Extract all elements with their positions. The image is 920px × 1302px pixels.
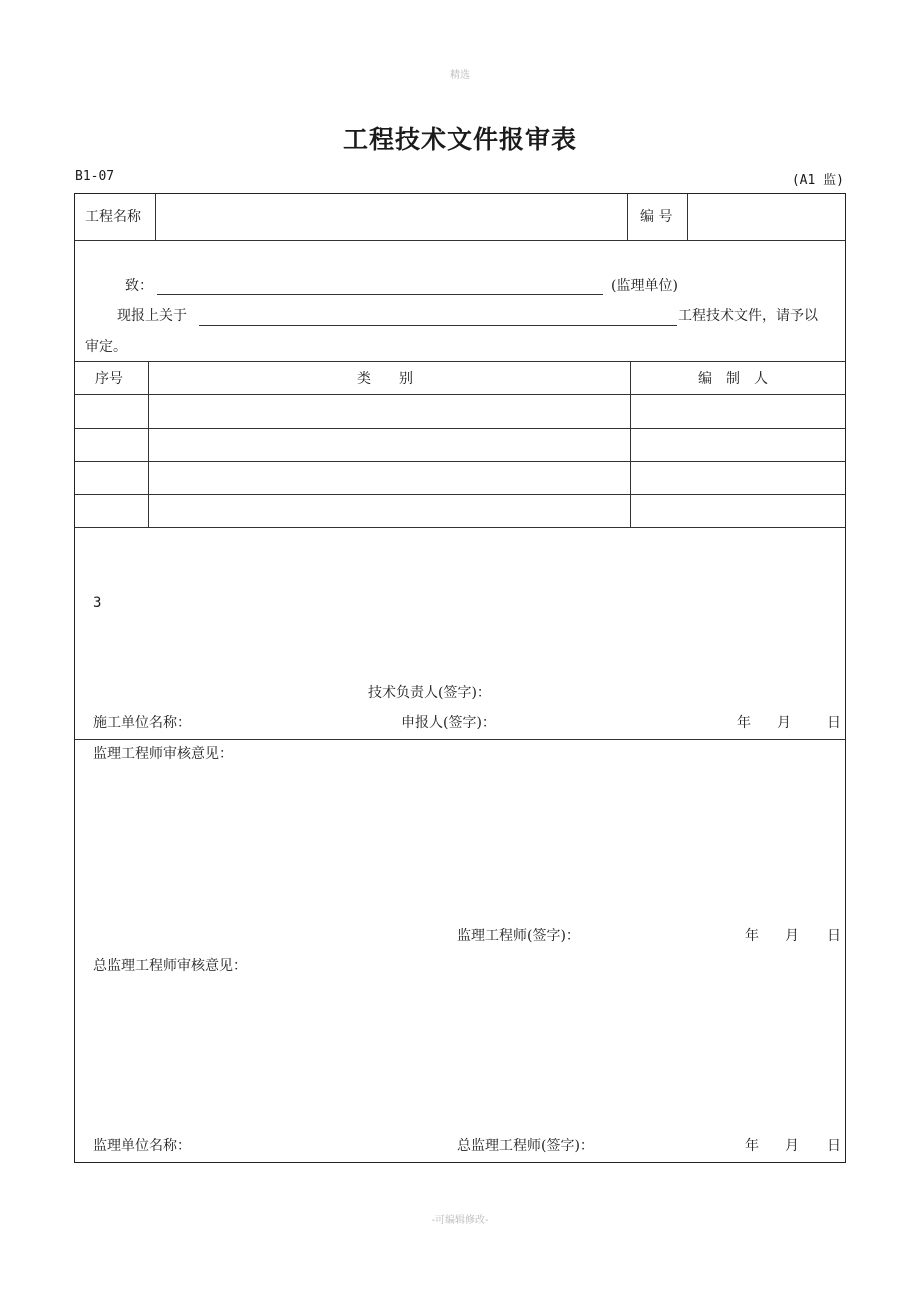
- table-cell-category[interactable]: [149, 462, 630, 494]
- date-day: 日: [827, 928, 841, 944]
- table-cell-author[interactable]: [631, 395, 845, 427]
- divider: [75, 240, 845, 241]
- divider: [75, 361, 845, 362]
- report-underline: [199, 325, 677, 326]
- table-cell-category[interactable]: [149, 495, 630, 527]
- divider: [75, 739, 845, 740]
- report-subject-field[interactable]: [199, 305, 677, 325]
- date-year: 年: [745, 1138, 759, 1154]
- to-underline: [157, 294, 603, 295]
- date-day: 日: [827, 1138, 841, 1154]
- chief-signature-label: 总监理工程师(签字)：: [457, 1138, 594, 1154]
- project-name-label: 工程名称: [85, 209, 141, 225]
- date-year: 年: [737, 715, 751, 731]
- divider: [630, 361, 631, 527]
- date-month: 月: [785, 928, 799, 944]
- chief-opinion-label: 总监理工程师审核意见：: [93, 958, 247, 974]
- report-end: 审定。: [85, 339, 127, 355]
- table-cell-seq[interactable]: [75, 495, 148, 527]
- divider: [75, 527, 845, 528]
- supervision-unit-suffix: (监理单位): [611, 278, 678, 294]
- table-header-category: 类 别: [357, 371, 413, 387]
- header-watermark-note: 精选: [450, 70, 470, 81]
- table-cell-author[interactable]: [631, 495, 845, 527]
- date-day: 日: [827, 715, 841, 731]
- report-suffix: 工程技术文件，请予以: [678, 308, 818, 324]
- table-header-seq: 序号: [95, 371, 123, 387]
- footer-note: -可编辑修改-: [431, 1215, 489, 1226]
- to-label: 致：: [125, 278, 153, 294]
- table-cell-category[interactable]: [149, 395, 630, 427]
- table-cell-author[interactable]: [631, 429, 845, 461]
- date-month: 月: [777, 715, 791, 731]
- tech-lead-signature-label: 技术负责人(签字)：: [368, 685, 491, 701]
- supervision-unit-field[interactable]: [157, 274, 603, 294]
- stray-number: 3: [93, 595, 102, 611]
- supervision-unit-name-label: 监理单位名称：: [93, 1138, 191, 1154]
- table-cell-author[interactable]: [631, 462, 845, 494]
- engineer-signature-label: 监理工程师(签字)：: [457, 928, 580, 944]
- form-category-tag: (A1 监): [791, 173, 844, 188]
- reporter-signature-label: 申报人(签字)：: [401, 715, 496, 731]
- approval-form: [74, 193, 846, 1163]
- table-cell-category[interactable]: [149, 429, 630, 461]
- form-code: B1-07: [75, 169, 115, 184]
- divider: [627, 194, 628, 240]
- table-cell-seq[interactable]: [75, 429, 148, 461]
- engineer-opinion-field[interactable]: [75, 769, 845, 919]
- serial-number-label: 编 号: [640, 209, 673, 225]
- date-month: 月: [785, 1138, 799, 1154]
- report-prefix: 现报上关于: [117, 308, 187, 324]
- divider: [148, 361, 149, 527]
- date-year: 年: [745, 928, 759, 944]
- contractor-unit-name-label: 施工单位名称：: [93, 715, 191, 731]
- engineer-opinion-label: 监理工程师审核意见：: [93, 746, 233, 762]
- table-header-author: 编 制 人: [698, 371, 768, 387]
- form-title: 工程技术文件报审表: [342, 125, 577, 154]
- table-cell-seq[interactable]: [75, 395, 148, 427]
- table-cell-seq[interactable]: [75, 462, 148, 494]
- serial-number-field[interactable]: [688, 194, 844, 240]
- project-name-field[interactable]: [156, 194, 626, 240]
- chief-opinion-field[interactable]: [75, 981, 845, 1131]
